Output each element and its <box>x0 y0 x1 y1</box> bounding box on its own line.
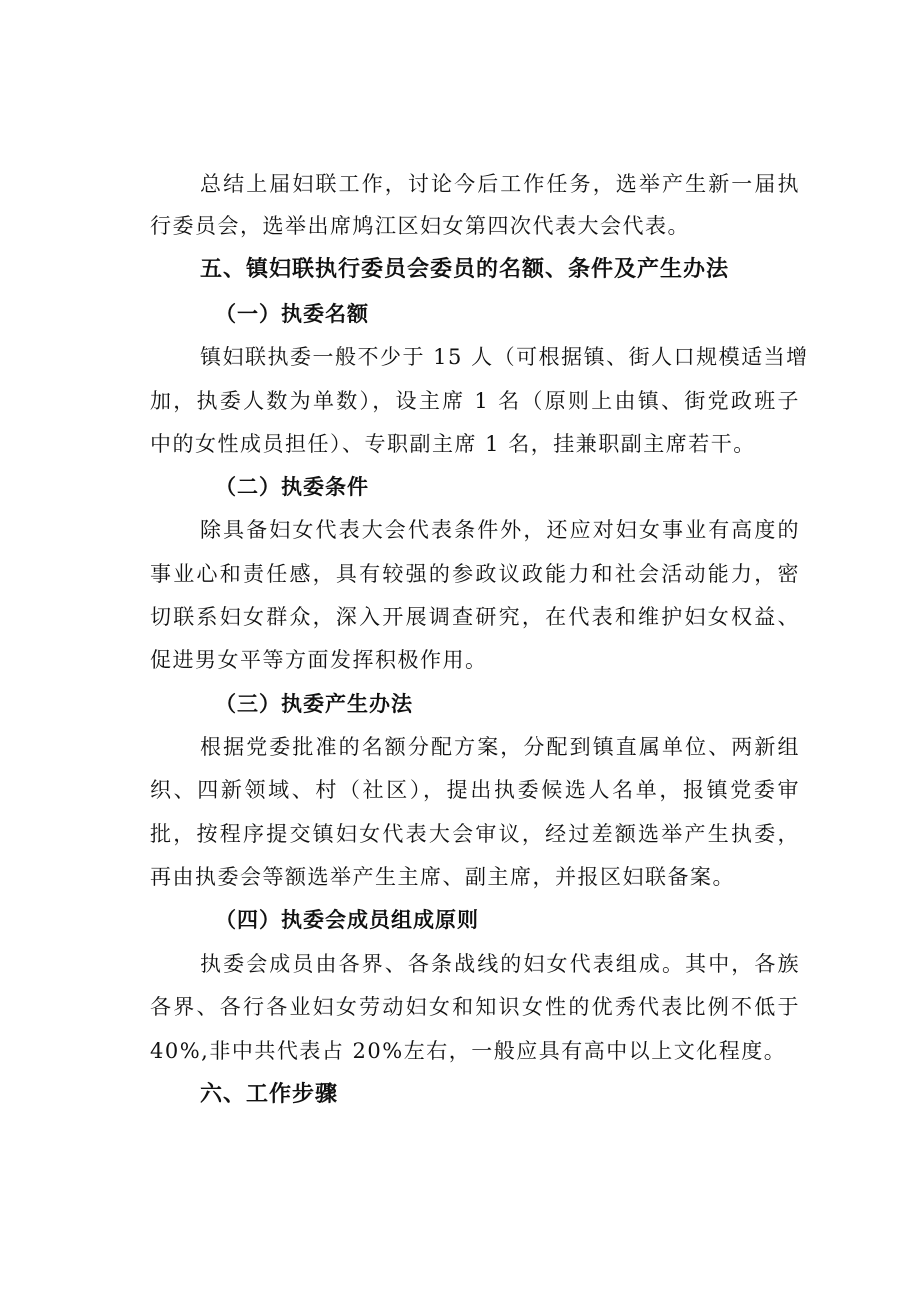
subsection-heading: （二）执委条件 <box>215 475 369 499</box>
paragraph-line: 40%,非中共代表占 20%左右，一般应具有高中以上文化程度。 <box>150 1039 787 1063</box>
subsection-heading: （三）执委产生办法 <box>215 692 413 716</box>
paragraph-line: 各界、各行各业妇女劳动妇女和知识女性的优秀代表比例不低于 <box>150 995 800 1019</box>
paragraph-line: 促进男女平等方面发挥积极作用。 <box>150 648 488 672</box>
paragraph-line: 镇妇联执委一般不少于 15 人（可根据镇、街人口规模适当增 <box>200 345 809 369</box>
subsection-heading: （四）执委会成员组成原则 <box>215 908 479 932</box>
section-heading: 五、镇妇联执行委员会委员的名额、条件及产生办法 <box>200 257 730 282</box>
paragraph-line: 批，按程序提交镇妇女代表大会审议，经过差额选举产生执委， <box>150 822 800 846</box>
paragraph-line: 再由执委会等额选举产生主席、副主席，并报区妇联备案。 <box>150 865 735 889</box>
paragraph-line: 织、四新领域、村（社区），提出执委候选人名单，报镇党委审 <box>150 778 800 802</box>
paragraph-line: 中的女性成员担任）、专职副主席 1 名，挂兼职副主席若干。 <box>150 432 756 456</box>
paragraph-line: 执委会成员由各界、各条战线的妇女代表组成。其中，各族 <box>200 952 800 976</box>
paragraph-line: 总结上届妇联工作，讨论今后工作任务，选举产生新一届执 <box>200 172 800 196</box>
paragraph-line: 事业心和责任感，具有较强的参政议政能力和社会活动能力，密 <box>150 562 800 586</box>
paragraph-line: 根据党委批准的名额分配方案，分配到镇直属单位、两新组 <box>200 735 800 759</box>
section-heading: 六、工作步骤 <box>200 1082 339 1107</box>
subsection-heading: （一）执委名额 <box>215 302 369 326</box>
paragraph-line: 行委员会，选举出席鸠江区妇女第四次代表大会代表。 <box>150 214 690 238</box>
paragraph-line: 切联系妇女群众，深入开展调查研究，在代表和维护妇女权益、 <box>150 605 800 629</box>
paragraph-line: 除具备妇女代表大会代表条件外，还应对妇女事业有高度的 <box>200 518 800 542</box>
paragraph-line: 加，执委人数为单数），设主席 1 名（原则上由镇、街党政班子 <box>150 389 800 413</box>
